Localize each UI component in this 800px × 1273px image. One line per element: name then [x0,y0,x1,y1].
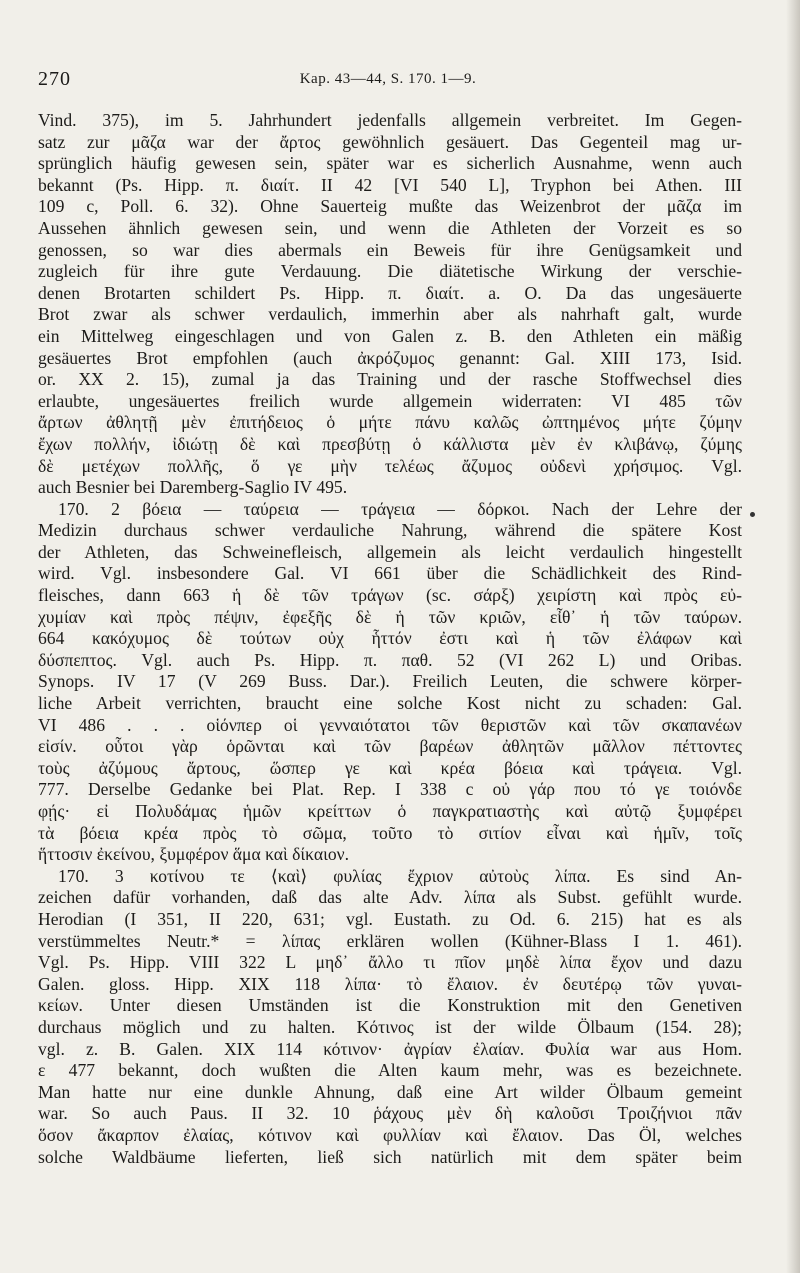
text-line: εἰσίν. οὗτοι γὰρ ὁρῶνται καὶ τῶν βαρέων ἀθλητῶν μᾶλλον πέττοντες [38,736,742,757]
text-line: Galen. gloss. Hipp. XIX 118 λίπα· τὸ ἔλαιον. ἐν δευτέρῳ τῶν γυναι- [38,973,742,994]
text-line: zeichen dafür vorhanden, daß das alte Adv. λίπα als Subst. gefühlt wurde. [38,887,742,908]
text-line: denen Brotarten schildert Ps. Hipp. π. διαίτ. a. O. Da das ungesäuerte [38,282,742,303]
text-line: δύσπεπτος. Vgl. auch Ps. Hipp. π. παθ. 52 (VI 262 L) und Oribas. [38,649,742,670]
text-line: genossen, so war dies abermals ein Beweis für ihre Genügsamkeit und [38,239,742,260]
text-line: Aussehen ähnlich gewesen sein, und wenn die Athleten der Vorzeit es so [38,217,742,238]
page-number: 270 [38,68,71,90]
text-line: vgl. z. B. Galen. XIX 114 κότινον· ἀγρίαν ἐλαίαν. Φυλία war aus Hom. [38,1038,742,1059]
body-text [38,110,742,1168]
text-line: ἄρτων ἀθλητῇ μὲν ἐπιτήδειος ὁ μήτε πάνυ καλῶς ὠπτημένος μήτε ζύμην [38,412,742,433]
running-head: Kap. 43—44, S. 170. 1—9. [299,71,477,87]
text-line: τοὺς ἀζύμους ἄρτους, ὥσπερ γε καὶ κρέα βόεια καὶ τράγεια. Vgl. [38,757,742,778]
text-line: κείων. Unter diesen Umständen ist die Konstruktion mit den Genetiven [38,995,742,1016]
text-line: ἥττοσιν ἐκείνου, ξυμφέρον ἅμα καὶ δίκαιον. [38,844,349,865]
text-line: durchaus möglich und zu halten. Κότινος ist der wilde Ölbaum (154. 28); [38,1016,742,1037]
text-line: erlaubte, ungesäuertes freilich wurde allgemein widerraten: VI 485 τῶν [38,390,742,411]
text-line: satz zur μᾶζα war der ἄρτος gewöhnlich gesäuert. Das Gegenteil mag ur- [38,131,742,152]
text-line: 170. 2 βόεια — ταύρεια — τράγεια — δόρκοι. Nach der Lehre der [58,498,742,519]
text-line: 109 c, Poll. 6. 32). Ohne Sauerteig mußte das Weizenbrot der μᾶζα im [38,196,742,217]
text-line: wird. Vgl. insbesondere Gal. VI 661 über die Schädlichkeit des Rind- [38,563,742,584]
text-line: Brot zwar als schwer verdaulich, immerhin aber als nahrhaft galt, wurde [38,304,742,325]
text-line: Vind. 375), im 5. Jahrhundert jedenfalls allgemein verbreitet. Im Gegen- [38,110,742,130]
text-line: or. XX 2. 15), zumal ja das Training und der rasche Stoffwechsel dies [38,369,742,390]
text-line: ἔχων πολλήν, ἰδιώτῃ δὲ καὶ πρεσβύτῃ ὁ κάλλιστα μὲν ἐν κλιβάνῳ, ζύμης [38,433,742,454]
text-line: bekannt (Ps. Hipp. π. διαίτ. II 42 [VI 540 L], Tryphon bei Athen. III [38,174,742,195]
text-line: Herodian (I 351, II 220, 631; vgl. Eustath. zu Od. 6. 215) hat es als [38,908,742,929]
text-line: VI 486 . . . οἱόνπερ οἱ γενναιότατοι τῶν θεριστῶν καὶ τῶν σκαπανέων [38,714,742,735]
text-line: solche Waldbäume lieferten, ließ sich natürlich mit dem später beim [38,1146,742,1167]
text-line: der Athleten, das Schweinefleisch, allgemein als leicht verdaulich hingestellt [38,541,742,562]
text-line: 170. 3 κοτίνου τε ⟨καὶ⟩ φυλίας ἔχριον αὐτοὺς λίπα. Es sind An- [58,865,742,886]
text-line: φῄς· εἰ Πολυδάμας ἡμῶν κρείττων ὁ παγκρατιαστὴς καὶ αὐτῷ ξυμφέρει [38,801,742,821]
text-line: Vgl. Ps. Hipp. VIII 322 L μηδ᾿ ἄλλο τι πῖον μηδὲ λίπα ἔχον und dazu [38,952,742,973]
text-line: verstümmeltes Neutr.* = λίπας erklären wollen (Kühner-Blass I 1. 461). [38,930,742,951]
text-line: gesäuertes Brot empfohlen (auch ἀκρόζυμος genannt: Gal. XIII 173, Isid. [38,347,742,368]
text-line: sprünglich häufig gewesen sein, später war es sicherlich Ausnahme, wenn auch [38,153,742,174]
page-header [38,68,738,98]
text-line: auch Besnier bei Daremberg-Saglio IV 495. [38,477,348,498]
text-line: χυμίαν καὶ πρὸς πέψιν, ἐφεξῆς δὲ ἡ τῶν κριῶν, εἶθ᾿ ἡ τῶν ταύρων. [38,606,742,627]
text-line: fleisches, dann 663 ἡ δὲ τῶν τράγων (sc. σάρξ) χειρίστη καὶ πρὸς εὐ- [38,585,742,606]
text-line: τὰ βόεια κρέα πρὸς τὸ σῶμα, τοῦτο τὸ σιτίον εἶναι καὶ ἡμῖν, τοῖς [38,822,742,843]
margin-dot-mark [750,512,755,517]
text-line: δὲ μετέχων πολλῆς, ὅ γε μὴν τελέως ἄζυμος οὐδενὶ χρήσιμος. Vgl. [38,455,742,476]
text-line: 664 κακόχυμος δὲ τούτων οὐχ ἧττόν ἐστι καὶ ἡ τῶν ἐλάφων καὶ [38,628,742,649]
text-line: Synops. IV 17 (V 269 Buss. Dar.). Freilich Leuten, die schwere körper- [38,671,742,692]
text-line: liche Arbeit verrichten, braucht eine solche Kost nicht zu schaden: Gal. [38,693,742,714]
text-line: ὅσον ἄκαρπον ἐλαίας, κότινον καὶ φυλλίαν καὶ ἔλαιον. Das Öl, welches [38,1124,742,1145]
text-line: zugleich für ihre gute Verdauung. Die diätetische Wirkung der verschie- [38,261,742,282]
text-line: 777. Derselbe Gedanke bei Plat. Rep. I 338 c οὐ γάρ που τό γε τοιόνδε [38,779,742,800]
text-line: ein Mittelweg eingeschlagen und von Galen z. B. den Athleten ein mäßig [38,325,742,346]
text-line: ε 477 bekannt, doch wußten die Alten kaum mehr, was es bezeichnete. [38,1060,742,1081]
page-edge-shadow [786,0,800,1273]
text-line: Medizin durchaus schwer verdauliche Nahrung, während die spätere Kost [38,520,742,541]
text-line: Man hatte nur eine dunkle Ahnung, daß eine Art wilder Ölbaum gemeint [38,1081,742,1102]
text-line: war. So auch Paus. II 32. 10 ῥάχους μὲν δὴ καλοῦσι Τροιζήνιοι πᾶν [38,1103,742,1124]
